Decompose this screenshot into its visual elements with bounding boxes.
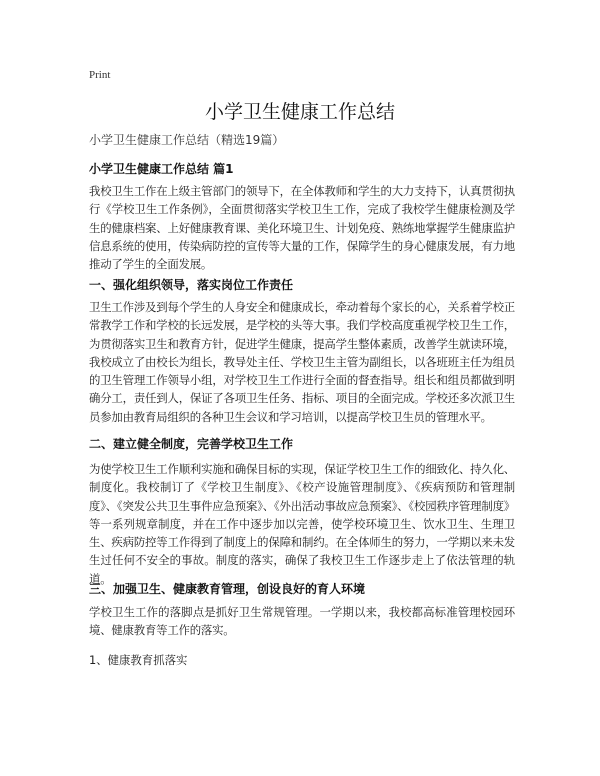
section-heading-3: 三、加强卫生、健康教育管理，创设良好的育人环境 xyxy=(89,582,366,596)
section-body-3: 学校卫生工作的落脚点是抓好卫生常规管理。一学期以来，我校都高标准管理校园环境、健康教育等工作的落实。 xyxy=(89,605,515,638)
section-heading-1: 一、强化组织领导，落实岗位工作责任 xyxy=(89,278,294,292)
list-item: 1、健康教育抓落实 xyxy=(89,653,188,667)
document-subtitle: 小学卫生健康工作总结（精选19篇） xyxy=(89,133,285,147)
intro-paragraph: 我校卫生工作在上级主管部门的领导下，在全体教师和学生的大力支持下，认真贯彻执行《学校卫生工作条例》，全面贯彻落实学校卫生工作，完成了我校学生健康检测及学生的健康档案、上好健康教育课、美化环境卫生、计划免疫、熟练地掌握学生健康监护信息系统的使用，传染病防控的宣传等大量的工作，保障学生的身心健康发展，有力地推动了学生的全面发展。 xyxy=(89,184,515,272)
section-heading-2: 二、建立健全制度，完善学校卫生工作 xyxy=(89,437,294,451)
page-title: 小学卫生健康工作总结 xyxy=(204,101,395,123)
print-label[interactable]: Print xyxy=(89,69,111,81)
article-section-title: 小学卫生健康工作总结 篇1 xyxy=(89,162,234,176)
section-body-2: 为使学校卫生工作顺利实施和确保目标的实现，保证学校卫生工作的细致化、持久化、制度化。我校制订了《学校卫生制度》、《校产设施管理制度》、《疾病预防和管理制度》、《突发公共卫生事件应急预案》、《外出活动事故应急预案》、《校园秩序管理制度》等一系列规章制度，并在工作中逐步加以完善，使学校环境卫生、饮水卫生、生理卫生、疾病防控等工作得到了制度上的保障和制约。在全体师生的努力，一学期以来未发生过任何不安全的事故。制度的落实，确保了我校卫生工作逐步走上了依法管理的轨道。 xyxy=(89,462,515,586)
section-body-1: 卫生工作涉及到每个学生的人身安全和健康成长，牵动着每个家长的心，关系着学校正常教学工作和学校的长远发展，是学校的头等大事。我们学校高度重视学校卫生工作，为贯彻落实卫生和教育方针，促进学生健康，提高学生整体素质，改善学生就读环境，我校成立了由校长为组长，教导处主任、学校卫生主管为副组长，以各班班主任为组员的卫生管理工作领导小组，对学校卫生工作进行全面的督查指导。组长和组员都做到明确分工，责任到人，保证了各项卫生任务、指标、项目的全面完成。学校还多次派卫生员参加由教育局组织的各种卫生会议和学习培训，以提高学校卫生员的管理水平。 xyxy=(89,300,515,424)
